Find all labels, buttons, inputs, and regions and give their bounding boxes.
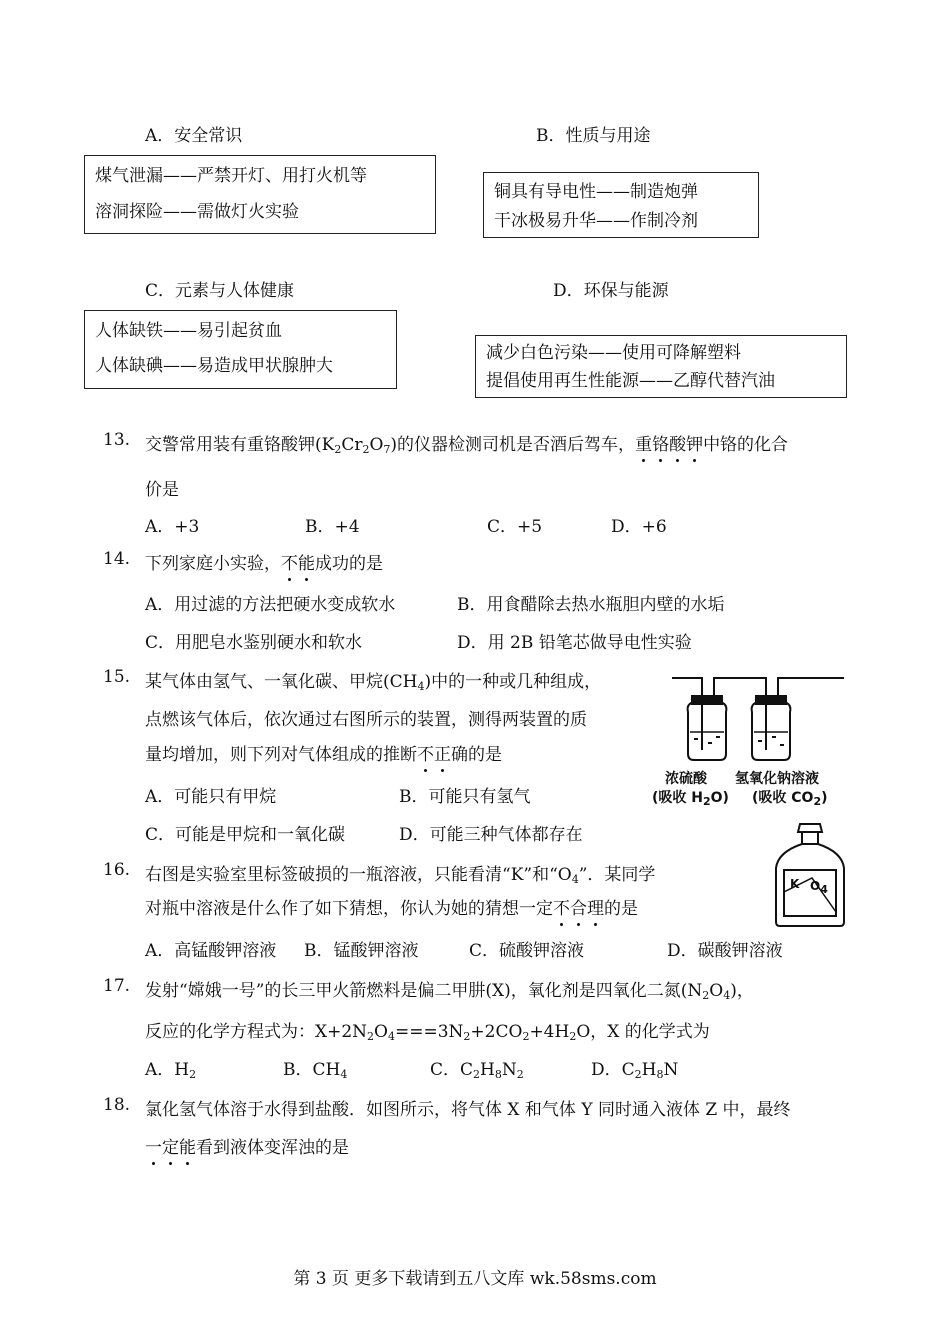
q17-option-c: C．$C_2H_8N_2$ — [430, 1060, 524, 1081]
q12-d-line2: 提倡使用再生性能源——乙醇代替汽油 — [486, 371, 775, 391]
q12-b-line1: 铜具有导电性——制造炮弹 — [494, 182, 698, 202]
q12-c-line1: 人体缺铁——易引起贫血 — [95, 321, 282, 341]
q13-option-c: C．+5 — [487, 517, 543, 537]
q15-option-b: B．可能只有氢气 — [399, 787, 531, 807]
q18-line1: 氯化氢气体溶于水得到盐酸．如图所示，将气体 X 和气体 Y 同时通入液体 Z 中，最终 — [145, 1100, 791, 1120]
q12-d-line1: 减少白色污染——使用可降解塑料 — [486, 343, 741, 363]
q13-option-b: B．+4 — [305, 517, 360, 537]
fig-right-label: 氢氧化钠溶液 — [735, 771, 819, 787]
fig-left-label: 浓硫酸 — [665, 771, 707, 787]
q16-option-a: A．高锰酸钾溶液 — [145, 941, 277, 961]
q16-option-b: B．锰酸钾溶液 — [304, 941, 419, 961]
bottle-label-o4: $O_4$ — [810, 879, 828, 896]
q18-number: 18. — [103, 1095, 131, 1115]
q14-stem: 下列家庭小实验，不能成功的是 — [145, 549, 383, 574]
q15-line2: 点燃该气体后，依次通过右图所示的装置，测得两装置的质 — [145, 710, 587, 730]
q14-option-c: C．用肥皂水鉴别硬水和软水 — [145, 633, 363, 653]
q15-option-c: C．可能是甲烷和一氧化碳 — [145, 825, 346, 845]
q13-stem-line2: 价是 — [145, 480, 179, 500]
q14-number: 14. — [103, 549, 131, 569]
reagent-bottle-figure — [772, 822, 848, 930]
page-footer: 第 3 页 更多下载请到五八文库 wk.58sms.com — [293, 1269, 657, 1289]
q13-option-d: D．+6 — [611, 517, 667, 537]
fig-right-sublabel: (吸收 $CO_2$) — [752, 790, 828, 808]
q17-line2: 反应的化学方程式为：$X+2N_2O_4===3N_2+2CO_2+4H_2O$，X 的化学式为 — [145, 1022, 710, 1043]
q17-number: 17. — [103, 976, 131, 996]
q16-option-d: D．碳酸钾溶液 — [667, 941, 783, 961]
q12-c-box — [84, 310, 397, 389]
q13-option-a: A．+3 — [145, 517, 200, 537]
q16-line2: 对瓶中溶液是什么作了如下猜想，你认为她的猜想一定不合理的是 — [145, 894, 638, 919]
q12-a-box — [84, 155, 436, 234]
q15-number: 15. — [103, 667, 131, 687]
q16-option-c: C．硫酸钾溶液 — [469, 941, 585, 961]
q12-a-line1: 煤气泄漏——严禁开灯、用打火机等 — [95, 166, 367, 186]
q13-emph: 重 — [635, 430, 652, 455]
q15-line3: 量均增加，则下列对气体组成的推断不正确的是 — [145, 740, 502, 765]
q12-c-line2: 人体缺碘——易造成甲状腺肿大 — [95, 356, 333, 376]
q12-a-heading: A．安全常识 — [145, 126, 243, 146]
q12-c-heading: C．元素与人体健康 — [145, 281, 295, 301]
q17-option-b: B．$CH_4$ — [283, 1060, 348, 1081]
q14-option-b: B．用食醋除去热水瓶胆内壁的水垢 — [457, 595, 725, 615]
gas-washing-bottles-figure — [668, 670, 848, 770]
q15-line1: 某气体由氢气、一氧化碳、甲烷$(CH_4)$中的一种或几种组成， — [145, 672, 602, 693]
q12-b-box — [483, 172, 759, 238]
q12-b-heading: B．性质与用途 — [536, 126, 651, 146]
bottle-label-k: K — [790, 877, 800, 891]
q13-number: 13. — [103, 430, 131, 450]
fig-left-sublabel: (吸收 $H_2O$) — [652, 790, 729, 808]
q14-option-d: D．用 2B 铅笔芯做导电性实验 — [457, 633, 692, 653]
q13-stem: 交警常用装有重铬酸钾$(K_2Cr_2O_7)$的仪器检测司机是否酒后驾车，重铬酸钾中铬的化合 — [145, 430, 788, 456]
q18-line2: 一定能看到液体变浑浊的是 — [145, 1133, 349, 1158]
q16-number: 16. — [103, 860, 131, 880]
q12-b-line2: 干冰极易升华——作制冷剂 — [494, 211, 698, 231]
q16-line1: 右图是实验室里标签破损的一瓶溶液，只能看清“K”和“$O_4$”．某同学 — [145, 865, 656, 886]
q15-option-a: A．可能只有甲烷 — [145, 787, 277, 807]
q15-option-d: D．可能三种气体都存在 — [399, 825, 583, 845]
q17-line1: 发射“嫦娥一号”的长三甲火箭燃料是偏二甲肼(X)，氧化剂是四氧化二氮$(N_2O_4)$， — [145, 981, 754, 1002]
q17-option-d: D．$C_2H_8N$ — [591, 1060, 679, 1081]
q12-d-heading: D．环保与能源 — [553, 281, 669, 301]
q12-d-box — [475, 335, 847, 398]
q14-option-a: A．用过滤的方法把硬水变成软水 — [145, 595, 396, 615]
q12-a-line2: 溶洞探险——需做灯火实验 — [95, 202, 299, 222]
q17-option-a: A．$H_2$ — [145, 1060, 197, 1081]
